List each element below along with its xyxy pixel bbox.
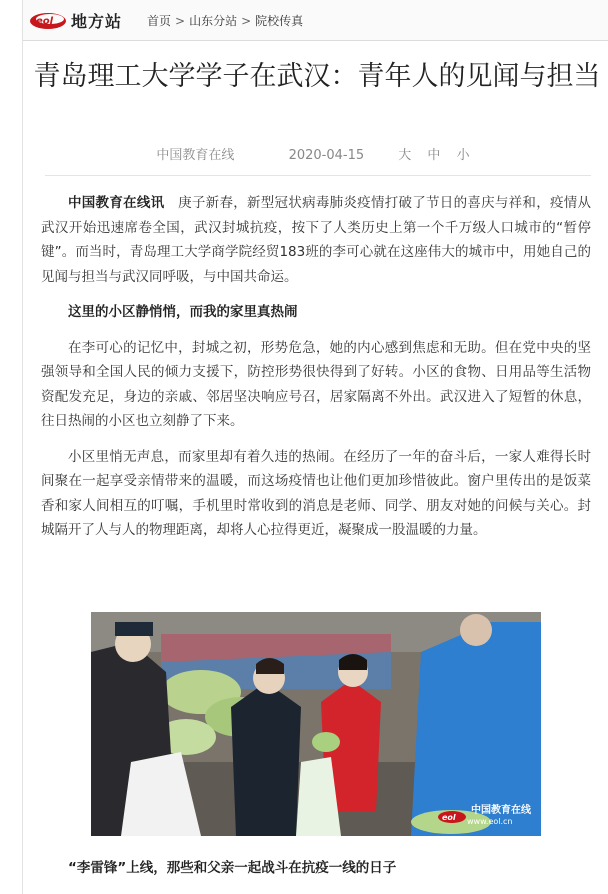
article-photo [91, 612, 541, 836]
font-size-small-button[interactable]: 小 [456, 148, 470, 163]
watermark-url: www.eol.cn [467, 817, 513, 826]
divider [45, 175, 591, 176]
eol-watermark-icon [437, 807, 467, 825]
section-subtitle: “李雷锋”上线，那些和父亲一起战斗在抗疫一线的日子 [68, 860, 397, 876]
article-body [41, 191, 591, 554]
paragraph: 小区里悄无声息，而家里却有着久违的热闹。在经历了一年的奋斗后，一家人难得长时间聚在一起享受亲情带来的温暖，而这场疫情也让他们更加珍惜彼此。窗户里传出的是饭菜香和家人间相互的叮嘱，手机里时常收到的消息是老师、同学、朋友对她的问候与关心。封城隔开了人与人的物理距离，却将人心拉得更近，凝聚成一股温暖的力量。 [41, 448, 591, 538]
article-meta [23, 144, 608, 163]
article-source: 中国教育在线 [156, 148, 235, 163]
breadcrumb [147, 12, 303, 29]
page [22, 0, 608, 894]
lead-text: 庚子新春，新型冠状病毒肺炎疫情打破了节日的喜庆与祥和，疫情从武汉开始迅速席卷全国，武汉封城抗疫，按下了人类历史上第一个千万级人口城市的“暂停键”。而当时，青岛理工大学商学院经贸183班的李可心就在这座伟大的城市中，用她自己的见闻与担当与武汉同呼吸，与中国共命运。 [41, 195, 592, 285]
lead-source: 中国教育在线讯 [68, 195, 165, 211]
watermark-name: 中国教育在线 [471, 805, 531, 816]
breadcrumb-home[interactable]: 首页 [147, 14, 172, 28]
top-bar [23, 0, 608, 41]
breadcrumb-shandong[interactable]: 山东分站 [189, 14, 238, 28]
volunteers-distributing-vegetables-image [91, 612, 541, 836]
breadcrumb-separator: > [175, 14, 186, 28]
eol-logo-icon [29, 9, 67, 31]
paragraph: 在李可心的记忆中，封城之初，形势危急，她的内心感到焦虑和无助。但在党中央的坚强领导和全国人民的倾力支援下，防控形势很快得到了好转。小区的食物、日用品等生活物资配发充足，身边的亲戚、邻居坚决响应号召，居家隔离不外出。武汉进入了短暂的休息，往日热闹的小区也立刻静了下来。 [41, 339, 591, 429]
logo-text: 地方站 [71, 11, 123, 31]
breadcrumb-college-news[interactable]: 院校传真 [255, 14, 304, 28]
article-title: 青岛理工大学学子在武汉：青年人的见闻与担当 [33, 61, 601, 92]
photo-watermark [437, 805, 531, 826]
lead-paragraph [41, 191, 591, 289]
svg-text:eol: eol [442, 812, 456, 822]
article-date: 2020-04-15 [288, 148, 365, 163]
font-size-large-button[interactable]: 大 [398, 148, 412, 163]
font-size-medium-button[interactable]: 中 [427, 148, 441, 163]
site-logo[interactable] [29, 8, 122, 32]
section-subtitle: 这里的小区静悄悄，而我的家里真热闹 [68, 304, 298, 320]
breadcrumb-separator: > [241, 14, 252, 28]
svg-text:eol: eol [36, 16, 54, 27]
